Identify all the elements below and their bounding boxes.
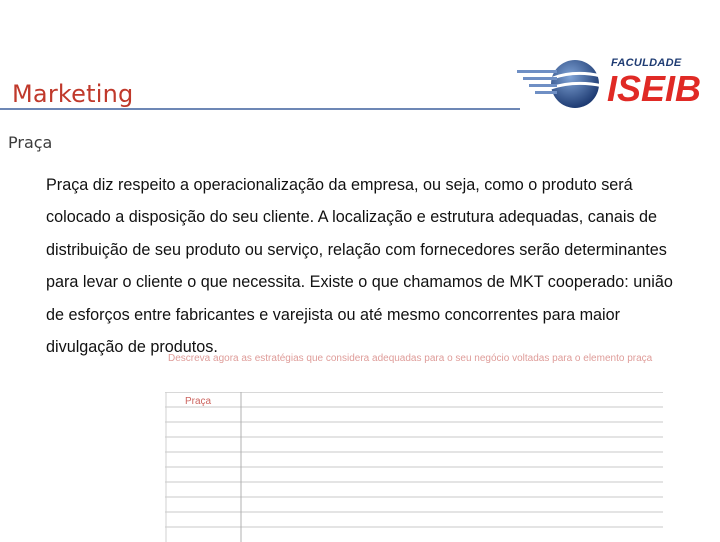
body-paragraph: Praça diz respeito a operacionalização da empresa, ou seja, como o produto será colocado a disposição do seu cliente. A localização e estrutura adequadas, canais de distribuição de seu produto ou serviço, relação com fornecedores serão determinantes para levar o cliente o que necessita. Existe o que chamamos de MKT cooperado: união de esforços entre fabricantes e varejista ou até mesmo concorrentes para maior divulgação de produtos. (46, 176, 673, 357)
page-title: Marketing (12, 80, 134, 108)
header-divider (0, 108, 520, 110)
section-label: Praça (8, 133, 53, 152)
worksheet-row-label: Praça (185, 396, 212, 407)
globe-swoosh-icon (515, 58, 615, 110)
worksheet-prompt: Descreva agora as estratégias que considera adequadas para o seu negócio voltadas para o elemento praça (168, 353, 653, 364)
faculdade-iseib-logo: FACULDADE ISEIB (515, 52, 720, 110)
worksheet-lines (165, 392, 663, 542)
worksheet-image (163, 352, 663, 540)
